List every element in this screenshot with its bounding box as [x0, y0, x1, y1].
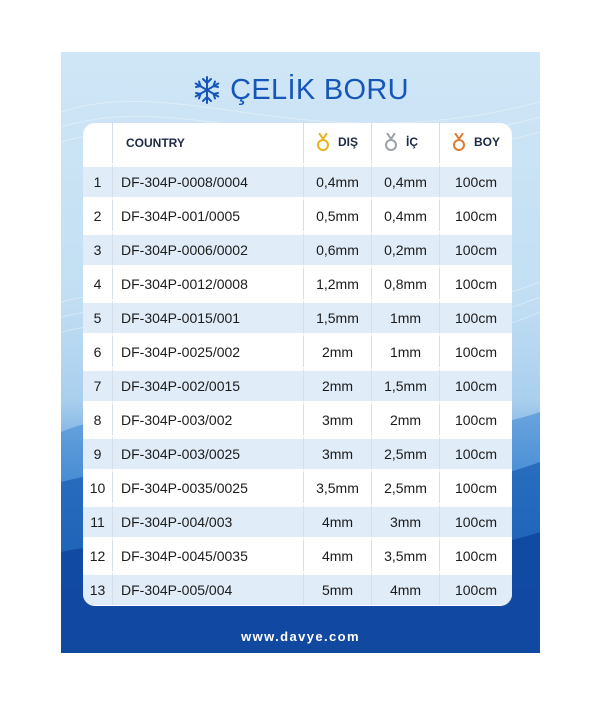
outer-diameter: 0,6mm: [303, 231, 371, 265]
length: 100cm: [439, 503, 512, 537]
snowflake-icon: [192, 75, 222, 105]
product-code: DF-304P-001/0005: [112, 197, 303, 231]
product-code: DF-304P-005/004: [112, 571, 303, 605]
row-index: 12: [83, 537, 112, 571]
inner-diameter: 2mm: [371, 401, 439, 435]
header-boy: [439, 123, 512, 163]
header-ic-label: İÇ: [406, 134, 418, 149]
inner-diameter: 0,4mm: [371, 197, 439, 231]
outer-diameter: 1,5mm: [303, 299, 371, 333]
length: 100cm: [439, 299, 512, 333]
row-index: 1: [83, 163, 112, 197]
silver-medal-icon: [384, 133, 398, 151]
product-code: DF-304P-004/003: [112, 503, 303, 537]
catalog-poster: [61, 52, 540, 653]
table-row: [83, 537, 512, 571]
outer-diameter: 5mm: [303, 571, 371, 605]
outer-diameter: 0,5mm: [303, 197, 371, 231]
header-boy-label: BOY: [474, 134, 501, 149]
bronze-medal-icon: [452, 133, 466, 151]
inner-diameter: 0,8mm: [371, 265, 439, 299]
product-code: DF-304P-0015/001: [112, 299, 303, 333]
page-title-row: [61, 70, 540, 110]
inner-diameter: 1mm: [371, 333, 439, 367]
table-row: [83, 469, 512, 503]
outer-diameter: 0,4mm: [303, 163, 371, 197]
header-ic: [371, 123, 439, 163]
product-code: DF-304P-0006/0002: [112, 231, 303, 265]
outer-diameter: 3,5mm: [303, 469, 371, 503]
outer-diameter: 2mm: [303, 367, 371, 401]
length: 100cm: [439, 367, 512, 401]
inner-diameter: 0,2mm: [371, 231, 439, 265]
product-code: DF-304P-003/002: [112, 401, 303, 435]
table-header-row: [83, 123, 512, 163]
inner-diameter: 1,5mm: [371, 367, 439, 401]
row-index: 8: [83, 401, 112, 435]
table-row: [83, 231, 512, 265]
row-index: 5: [83, 299, 112, 333]
length: 100cm: [439, 163, 512, 197]
product-code: DF-304P-0025/002: [112, 333, 303, 367]
inner-diameter: 2,5mm: [371, 469, 439, 503]
outer-diameter: 2mm: [303, 333, 371, 367]
product-code: DF-304P-003/0025: [112, 435, 303, 469]
table-row: [83, 265, 512, 299]
table-row: [83, 401, 512, 435]
row-index: 2: [83, 197, 112, 231]
length: 100cm: [439, 401, 512, 435]
inner-diameter: 0,4mm: [371, 163, 439, 197]
product-code: DF-304P-002/0015: [112, 367, 303, 401]
page-title: ÇELİK BORU: [230, 73, 409, 106]
row-index: 3: [83, 231, 112, 265]
row-index: 6: [83, 333, 112, 367]
row-index: 13: [83, 571, 112, 605]
product-code: DF-304P-0008/0004: [112, 163, 303, 197]
inner-diameter: 2,5mm: [371, 435, 439, 469]
outer-diameter: 4mm: [303, 503, 371, 537]
outer-diameter: 3mm: [303, 435, 371, 469]
length: 100cm: [439, 231, 512, 265]
website-link[interactable]: www.davye.com: [241, 629, 360, 644]
table-row: [83, 197, 512, 231]
table-row: [83, 503, 512, 537]
length: 100cm: [439, 265, 512, 299]
length: 100cm: [439, 571, 512, 605]
outer-diameter: 3mm: [303, 401, 371, 435]
spec-table-card: [83, 123, 512, 606]
row-index: 9: [83, 435, 112, 469]
outer-diameter: 4mm: [303, 537, 371, 571]
product-code: DF-304P-0035/0025: [112, 469, 303, 503]
table-row: [83, 435, 512, 469]
header-dis: [303, 123, 371, 163]
product-code: DF-304P-0045/0035: [112, 537, 303, 571]
row-index: 10: [83, 469, 112, 503]
product-code: DF-304P-0012/0008: [112, 265, 303, 299]
table-row: [83, 571, 512, 605]
row-index: 11: [83, 503, 112, 537]
table-row: [83, 333, 512, 367]
length: 100cm: [439, 537, 512, 571]
length: 100cm: [439, 197, 512, 231]
header-dis-label: DIŞ: [338, 134, 359, 149]
length: 100cm: [439, 333, 512, 367]
length: 100cm: [439, 469, 512, 503]
header-index: [83, 123, 112, 163]
row-index: 4: [83, 265, 112, 299]
header-country: COUNTRY: [112, 123, 303, 163]
table-row: [83, 299, 512, 333]
inner-diameter: 1mm: [371, 299, 439, 333]
table-row: [83, 163, 512, 197]
table-row: [83, 367, 512, 401]
length: 100cm: [439, 435, 512, 469]
inner-diameter: 3,5mm: [371, 537, 439, 571]
inner-diameter: 4mm: [371, 571, 439, 605]
inner-diameter: 3mm: [371, 503, 439, 537]
spec-table: [83, 123, 512, 605]
row-index: 7: [83, 367, 112, 401]
outer-diameter: 1,2mm: [303, 265, 371, 299]
gold-medal-icon: [316, 133, 330, 151]
